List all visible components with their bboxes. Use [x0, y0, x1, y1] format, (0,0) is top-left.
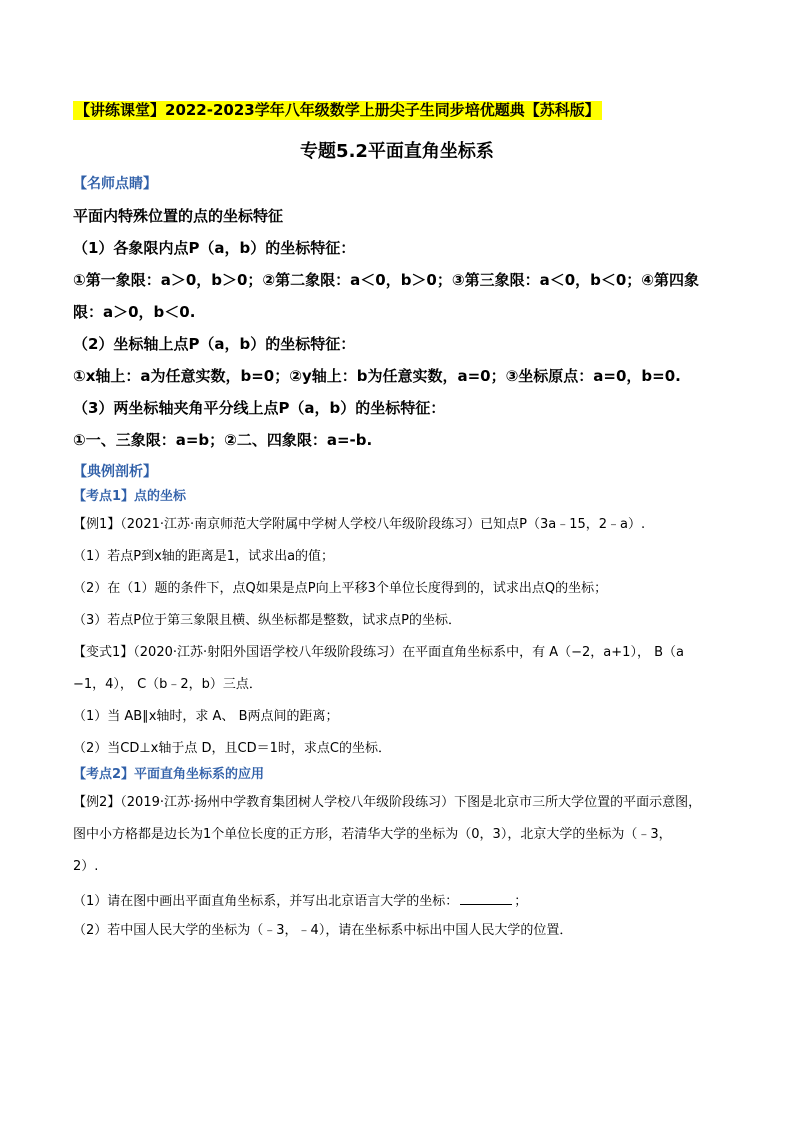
variant-1: 【变式1】（2020·江苏·射阳外国语学校八年级阶段练习）在平面直角坐标系中，有 A（−2，a+1）， B（a: [73, 645, 684, 660]
page-title: 专题5.2平面直角坐标系: [300, 141, 494, 162]
paragraph-bisector-rules: ①一、三象限：a=b；②二、四象限：a=-b.: [73, 431, 373, 449]
question-text: （1）请在图中画出平面直角坐标系，并写出北京语言大学的坐标：: [73, 894, 459, 909]
example-2-cont: 图中小方格都是边长为1个单位长度的正方形，若清华大学的坐标为（0，3），北京大学的坐标为（﹣3，: [73, 827, 672, 842]
example-1-question-3: （3）若点P位于第三象限且横、纵坐标都是整数，试求点P的坐标．: [73, 613, 461, 628]
paragraph-quadrant-rules-cont: 限：a＞0，b＜0.: [73, 303, 196, 321]
paragraph-quadrant-rules: ①第一象限：a＞0，b＞0；②第二象限：a＜0，b＞0；③第三象限：a＜0，b＜0；④第四象: [73, 271, 700, 289]
paragraph-bisector-heading: （3）两坐标轴夹角平分线上点P（a，b）的坐标特征：: [73, 399, 446, 417]
example-1-question-2: （2）在（1）题的条件下，点Q如果是点P向上平移3个单位长度得到的，试求出点Q的坐标；: [73, 581, 608, 596]
paragraph-axis-rules: ①x轴上：a为任意实数，b=0；②y轴上：b为任意实数，a=0；③坐标原点：a=0，b=0.: [73, 367, 681, 385]
example-2-question-1: [73, 892, 527, 908]
example-1: 【例1】（2021·江苏·南京师范大学附属中学树人学校八年级阶段练习）已知点P（3a﹣15，2﹣a）.: [73, 517, 646, 532]
example-2: 【例2】（2019·江苏·扬州中学教育集团树人学校八年级阶段练习）下图是北京市三所大学位置的平面示意图，: [73, 795, 702, 810]
paragraph-quadrant-heading: （1）各象限内点P（a，b）的坐标特征：: [73, 239, 356, 257]
example-1-question-1: （1）若点P到x轴的距离是1，试求出a的值；: [73, 549, 335, 564]
example-2-question-2: （2）若中国人民大学的坐标为（﹣3，﹣4），请在坐标系中标出中国人民大学的位置．: [73, 923, 573, 938]
variant-1-cont: −1，4）， C（b﹣2，b）三点．: [73, 677, 262, 692]
document-header: 【讲练课堂】2022-2023学年八年级数学上册尖子生同步培优题典【苏科版】: [75, 101, 600, 119]
topic-heading-2: 【考点2】平面直角坐标系的应用: [73, 767, 265, 782]
question-end: ；: [514, 894, 528, 909]
answer-blank[interactable]: [460, 892, 512, 905]
variant-1-question-1: （1）当 AB∥x轴时，求 A、 B两点间的距离；: [73, 709, 339, 724]
example-2-cont-2: 2）.: [73, 859, 99, 874]
paragraph-axis-heading: （2）坐标轴上点P（a，b）的坐标特征：: [73, 335, 356, 353]
paragraph-intro: 平面内特殊位置的点的坐标特征: [73, 207, 284, 225]
variant-1-question-2: （2）当CD⊥x轴于点 D，且CD＝1时，求点C的坐标．: [73, 741, 391, 756]
section-heading-tips: 【名师点睛】: [73, 176, 157, 192]
section-heading-examples: 【典例剖析】: [73, 464, 157, 480]
topic-heading-1: 【考点1】点的坐标: [73, 489, 187, 504]
